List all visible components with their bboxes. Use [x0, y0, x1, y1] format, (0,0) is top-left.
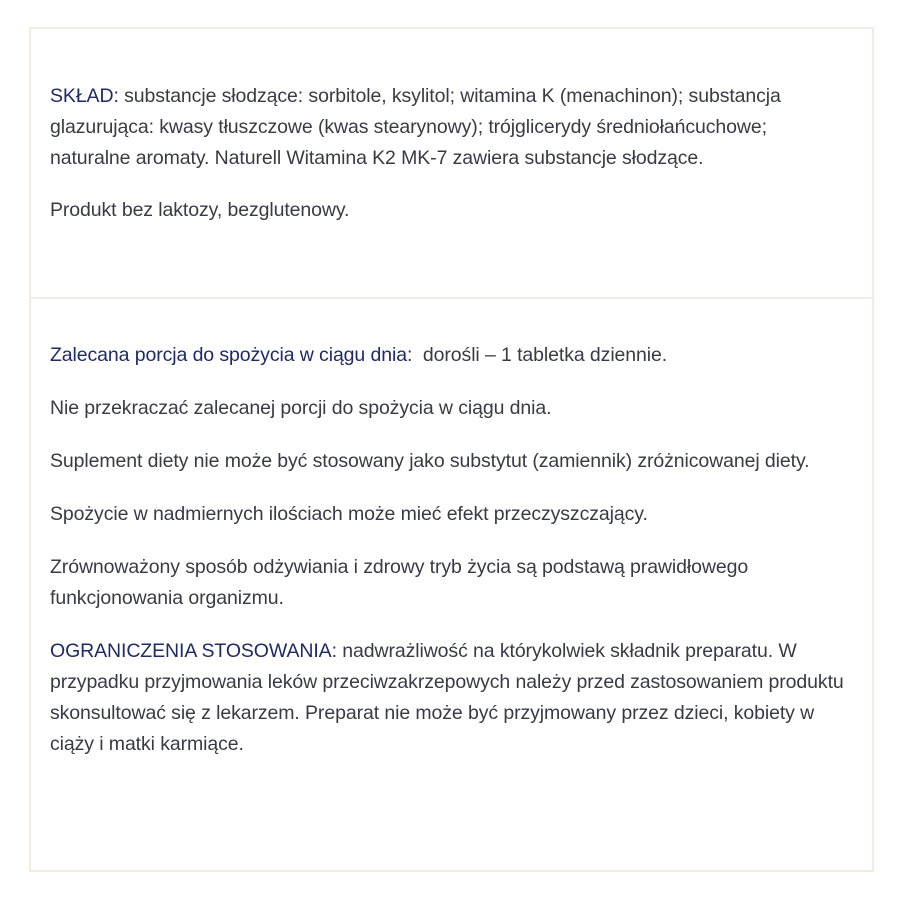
composition-text: substancje słodzące: sorbitole, ksylitol; witamina K (menachinon); substancja glazurująca: kwasy tłuszczowe (kwas stearynowy); trójglicerydy średniołańcuchowe; naturalne aromaty. Naturell Witamina K2 MK-7 zawiera substancje słodzące. — [50, 85, 781, 169]
restrictions-label: OGRANICZENIA STOSOWANIA: — [50, 640, 337, 662]
dose-label: Zalecana porcja do spożycia w ciągu dnia: — [50, 344, 413, 366]
dose-paragraph — [50, 340, 848, 371]
usage-section — [31, 340, 872, 782]
restrictions-paragraph — [50, 636, 848, 760]
lactose-gluten-note: Produkt bez laktozy, bezglutenowy. — [50, 199, 350, 221]
dose-text: dorośli – 1 tabletka dziennie. — [412, 344, 668, 366]
warning-balanced-diet: Zrównoważony sposób odżywiania i zdrowy tryb życia są podstawą prawidłowego funkcjonowania organizmu. — [50, 556, 749, 609]
warning-substitute: Suplement diety nie może być stosowany jako substytut (zamiennik) zróżnicowanej diety. — [50, 450, 810, 472]
composition-label: SKŁAD: — [50, 85, 119, 107]
product-info-panel — [29, 27, 874, 872]
restrictions-text: nadwrażliwość na którykolwiek składnik preparatu. W przypadku przyjmowania leków przeciwzakrzepowych należy przed zastosowaniem produktu skonsultować się z lekarzem. Preparat nie może być przyjmowany przez dzieci, kobiety w ciąży i matki karmiące. — [50, 640, 844, 755]
warning-laxative: Spożycie w nadmiernych ilościach może mieć efekt przeczyszczający. — [50, 503, 648, 525]
section-divider — [31, 297, 872, 299]
composition-paragraph — [50, 81, 848, 174]
warning-dose-limit: Nie przekraczać zalecanej porcji do spożycia w ciągu dnia. — [50, 397, 552, 419]
composition-section — [31, 81, 872, 247]
